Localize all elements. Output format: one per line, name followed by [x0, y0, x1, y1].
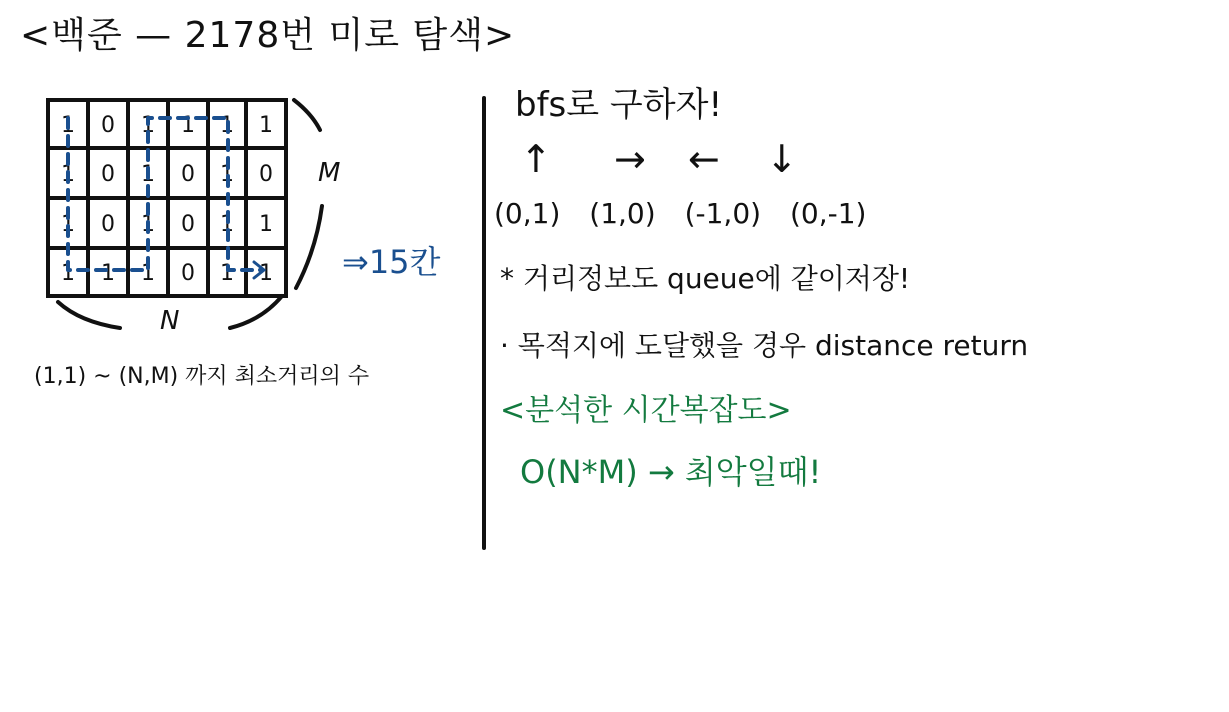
- return-note: · 목적지에 도달했을 경우 distance return: [500, 329, 1029, 362]
- direction-right: (1,0): [589, 197, 656, 230]
- left-arrow-icon: ←: [687, 137, 720, 181]
- maze-cell-value: 0: [259, 162, 273, 187]
- maze-cell-value: 1: [141, 261, 155, 286]
- approach-title: bfs로 구하자!: [515, 85, 723, 125]
- maze-cell-value: 0: [181, 261, 195, 286]
- maze-cell-value: 1: [220, 212, 234, 237]
- right-arrow-icon: →: [613, 137, 646, 181]
- page-title: <백준 — 2178번 미로 탐색>: [20, 15, 516, 56]
- path-length-result: ⇒15칸: [342, 243, 441, 281]
- maze-cell-value: 0: [101, 212, 115, 237]
- maze-cell-value: 1: [220, 261, 234, 286]
- maze-cell-value: 0: [101, 162, 115, 187]
- maze-cell-value: 1: [141, 162, 155, 187]
- divider-line: [482, 96, 486, 550]
- down-arrow-icon: ↓: [765, 137, 798, 181]
- maze-cell-value: 1: [101, 261, 115, 286]
- complexity-value: O(N*M) → 최악일때!: [520, 453, 822, 491]
- maze-cell-value: 1: [220, 113, 234, 138]
- up-arrow-icon: ↑: [520, 137, 552, 181]
- maze-cell-value: 1: [259, 113, 273, 138]
- maze-cell-value: 1: [141, 113, 155, 138]
- queue-note: * 거리정보도 queue에 같이저장!: [500, 262, 911, 295]
- maze-cell-value: 1: [259, 212, 273, 237]
- direction-up: (0,1): [494, 197, 561, 230]
- maze-cell-value: 1: [220, 162, 234, 187]
- maze-cell-value: 1: [61, 113, 75, 138]
- maze-cell-value: 0: [181, 212, 195, 237]
- maze-cell-value: 0: [101, 113, 115, 138]
- direction-down: (0,-1): [789, 197, 867, 230]
- maze-cell-value: 1: [61, 212, 75, 237]
- direction-left: (-1,0): [684, 197, 762, 230]
- problem-description: (1,1) ~ (N,M) 까지 최소거리의 수: [34, 364, 370, 389]
- label-n: N: [160, 306, 180, 336]
- maze-cell-value: 0: [181, 162, 195, 187]
- brace-m: [294, 100, 322, 288]
- maze-cell-value: 1: [181, 113, 195, 138]
- complexity-heading: <분석한 시간복잡도>: [500, 393, 792, 428]
- maze-grid: [48, 100, 286, 296]
- maze-cell-value: 1: [259, 261, 273, 286]
- direction-arrows: [520, 137, 798, 181]
- maze-cell-value: 1: [141, 212, 155, 237]
- maze-cell-value: 1: [61, 162, 75, 187]
- maze-diagram: [0, 0, 480, 360]
- label-m: M: [318, 158, 341, 188]
- direction-vectors: [494, 197, 886, 230]
- maze-cell-value: 1: [61, 261, 75, 286]
